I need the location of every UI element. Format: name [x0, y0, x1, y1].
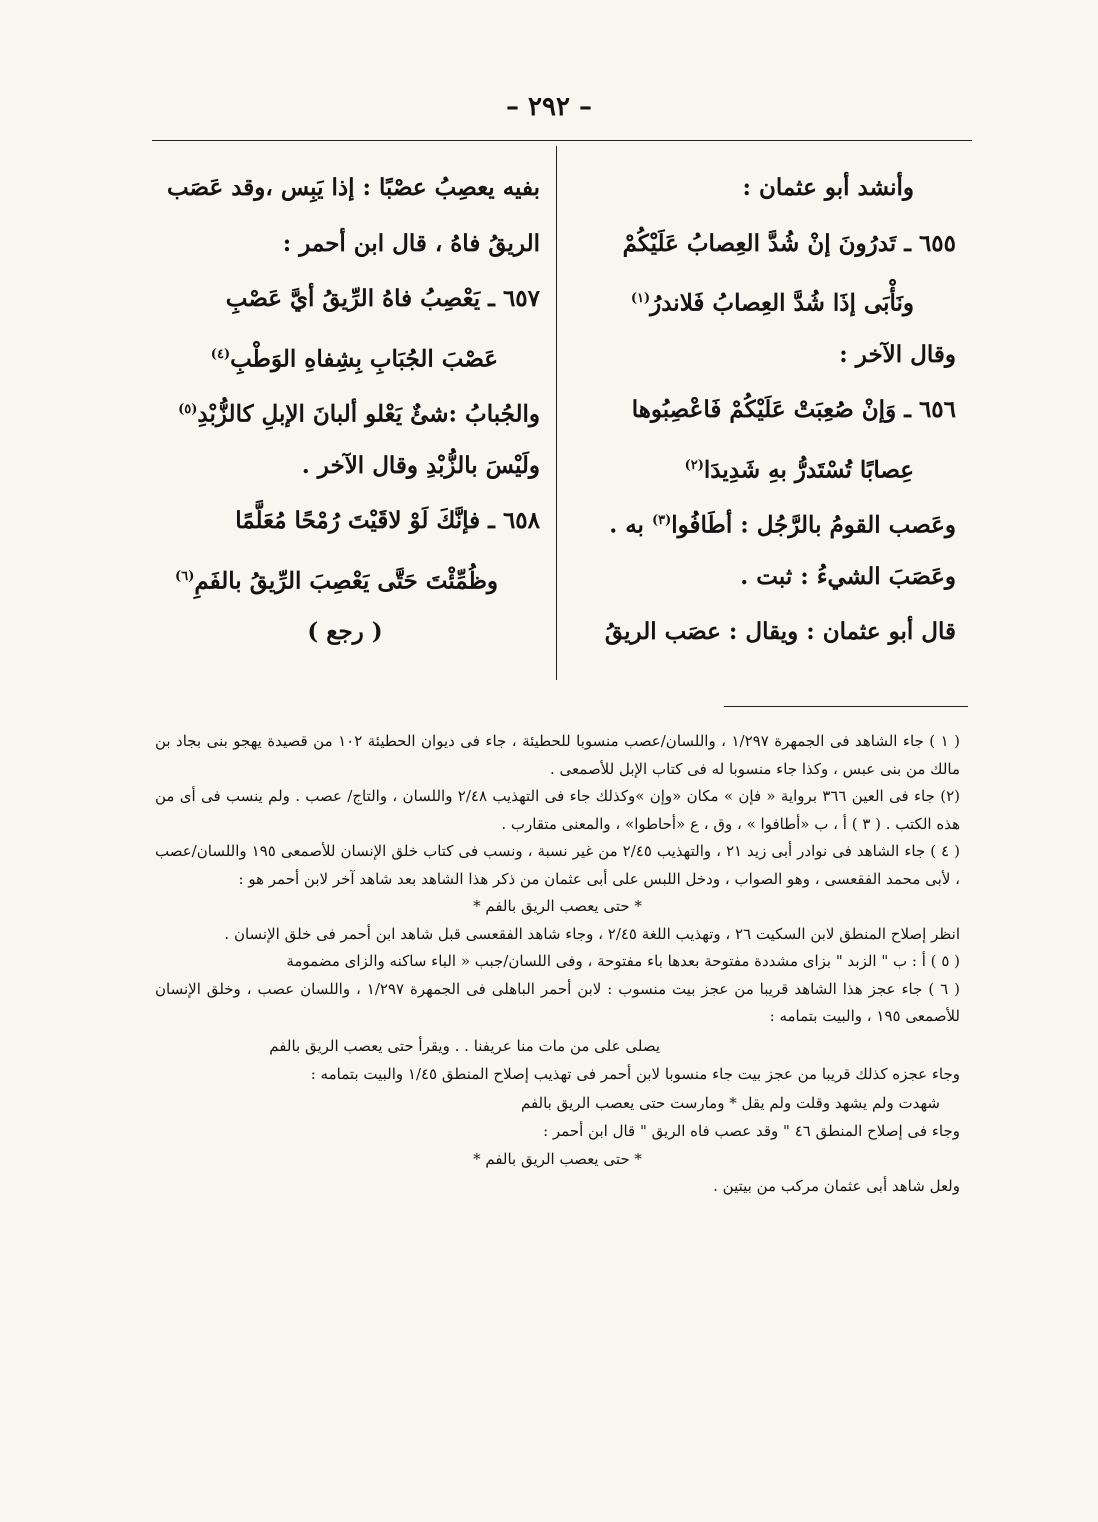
footnote-paragraph: (٢) جاء فى العين ٣٦٦ برواية « فإن » مكان «وإن »وكذلك جاء فى التهذيب ٢/٤٨ واللسان ، والتاج/ عصب . ولم ينسب فى أى من هذه الكتب . ( ٣ ) أ ، ب «أطافوا » ، وق ، ع «أحاطوا» ، والمعنى متقارب .	[155, 787, 960, 833]
verse-text: والجُبابُ :شئٌ يَعْلو ألبانَ الإبلِ كالزُّبْدِ	[197, 400, 540, 428]
footnote-paragraph: ( ١ ) جاء الشاهد فى الجمهرة ١/٢٩٧ ، واللسان/عصب منسوبا للحطيئة ، جاء فى ديوان الحطيئة ١٠٢ من قصيدة يهجو بنى بجاد بن مالك من بنى عبس ، وكذا جاء منسوبا له فى كتاب الإبل للأصمعى .	[155, 732, 960, 778]
verse-text: ( رجع )	[307, 618, 383, 645]
verse-text: عَصْبَ الجُبَابِ بِشِفاهِ الوَطْبِ	[230, 345, 498, 373]
right-column-line	[572, 382, 956, 438]
verse-text: قال أبو عثمان : ويقال : عصَب الريقُ	[604, 618, 956, 645]
left-column-line	[150, 216, 540, 272]
page-number: – ٢٩٢ –	[505, 92, 593, 122]
footnote-paragraph: ( ٦ ) جاء عجز هذا الشاهد قريبا من عجز بيت منسوب : لابن أحمر الباهلى فى الجمهرة ١/٢٩٧ ، واللسان عصب ، وخلق الإنسان للأصمعى ١٩٥ ، والبيت بتمامه :	[155, 979, 960, 1025]
footnote-paragraph: وجاء عجزه كذلك قريبا من عجز بيت جاء منسوبا لابن أحمر فى تهذيب إصلاح المنطق ١/٤٥ والبيت بتمامه :	[310, 1064, 960, 1083]
verse-text: وظُمِّئْتَ حَتَّى يَعْصِبَ الرِّيقُ بالفَمِ	[194, 567, 498, 595]
right-column-line	[572, 604, 956, 660]
left-column-line	[150, 493, 540, 549]
verse-text: وعَصَبَ الشيءُ : ثبت .	[740, 562, 956, 590]
left-column-line	[150, 604, 540, 660]
footnote-marker: (٤)	[210, 346, 231, 362]
verse-text: وعَصب القومُ بالرَّجُل : أطَافُوا	[671, 511, 956, 539]
footnote-marker: (٦)	[175, 568, 195, 584]
header-rule	[152, 140, 972, 141]
verse-text: ولَيْسَ بالزُّبْدِ وقال الآخر .	[301, 451, 540, 479]
right-column-line	[572, 438, 956, 494]
left-column-line	[150, 160, 540, 216]
right-column-line	[572, 216, 956, 272]
footnote-marker: (٢)	[684, 457, 704, 473]
left-column-line	[150, 438, 540, 494]
footnote-centered-verse: * حتى يعصب الريق بالفم *	[473, 897, 642, 915]
footnotes	[155, 728, 960, 1201]
footnote-quoted-verse: يصلى على من مات منا عريفنا . . ويقرأ حتى يعصب الريق بالفم	[269, 1036, 660, 1055]
verse-text: ٦٥٦ ـ وَإنْ صُعِبَتْ عَلَيْكُمْ فَاعْصِبُوها	[631, 396, 956, 423]
right-column-line	[572, 327, 956, 383]
right-column-line	[572, 160, 956, 216]
footnote-paragraph: وجاء فى إصلاح المنطق ٤٦ " وقد عصب فاه الريق " قال ابن أحمر :	[543, 1122, 960, 1140]
footnote-paragraph: ( ٥ ) أ : ب " الزبد " بزاى مشددة مفتوحة بعدها باء مفتوحة ، وفى اللسان/جبب « الباء ساكنه والزاى مضمومة	[286, 952, 960, 970]
verse-text: وأنشد أبو عثمان :	[742, 174, 914, 201]
footnote-quoted-verse: شهدت ولم يشهد وقلت ولم يقل * ومارست حتى يعصب الريق بالفم	[520, 1094, 940, 1112]
verse-text: ٦٥٥ ـ تَدرُونَ إنْ شُدَّ العِصابُ عَلَيْكُمْ	[622, 229, 956, 257]
verse-text: ٦٥٧ ـ يَعْصِبُ فاهُ الرِّيقُ أيَّ عَصْبِ	[225, 285, 540, 312]
left-column-line	[150, 271, 540, 327]
footnote-marker: (٣)	[651, 513, 672, 528]
column-divider	[556, 146, 557, 680]
verse-text: وقال الآخر :	[839, 340, 956, 368]
verse-text: ٦٥٨ ـ فإنَّكَ لَوْ لاقَيْتَ رُمْحًا مُعَلَّمًا	[235, 507, 540, 534]
footnote-rule	[724, 706, 968, 707]
left-column-line	[150, 549, 540, 605]
footnote-paragraph: ( ٤ ) جاء الشاهد فى نوادر أبى زيد ٢١ ، والتهذيب ٢/٤٥ من غير نسبة ، ونسب فى كتاب خلق الإنسان للأصمعى ١٩٥ واللسان/عصب ، لأبى محمد الفقعسى ، وهو الصواب ، ودخل اللبس على أبى عثمان من ذكر هذا الشاهد بعد شاهد آخر لابن أحمر هو :	[155, 842, 960, 888]
footnote-paragraph: ولعل شاهد أبى عثمان مركب من بيتين .	[713, 1177, 960, 1195]
verse-text-tail: به .	[609, 511, 652, 539]
right-column-line	[572, 493, 956, 549]
left-column	[150, 160, 540, 660]
verse-text: عِصابًا تُسْتَدرُّ بهِ شَدِيدَا	[703, 456, 914, 484]
footnote-marker: (٥)	[178, 402, 198, 417]
right-column	[572, 160, 956, 660]
footnote-marker: (١)	[630, 291, 651, 306]
footnote-paragraph: انظر إصلاح المنطق لابن السكيت ٢٦ ، وتهذيب اللغة ٢/٤٥ ، وجاء شاهد الفقعسى قبل شاهد ابن أحمر فى خلق الإنسان .	[224, 924, 960, 943]
verse-text: ونَأْبَى إذَا شُدَّ العِصابُ فَلاندرُ	[650, 289, 914, 317]
left-column-line	[150, 382, 540, 438]
footnote-centered-verse: * حتى يعصب الريق بالفم *	[473, 1149, 642, 1168]
verse-text: الريقُ فاهُ ، قال ابن أحمر :	[282, 229, 540, 257]
verse-text: بفيه يعصِبُ عصْبًا : إذا يَبِس ،وقد عَصَب	[166, 174, 540, 201]
right-column-line	[572, 271, 956, 327]
right-column-line	[572, 549, 956, 605]
left-column-line	[150, 327, 540, 383]
